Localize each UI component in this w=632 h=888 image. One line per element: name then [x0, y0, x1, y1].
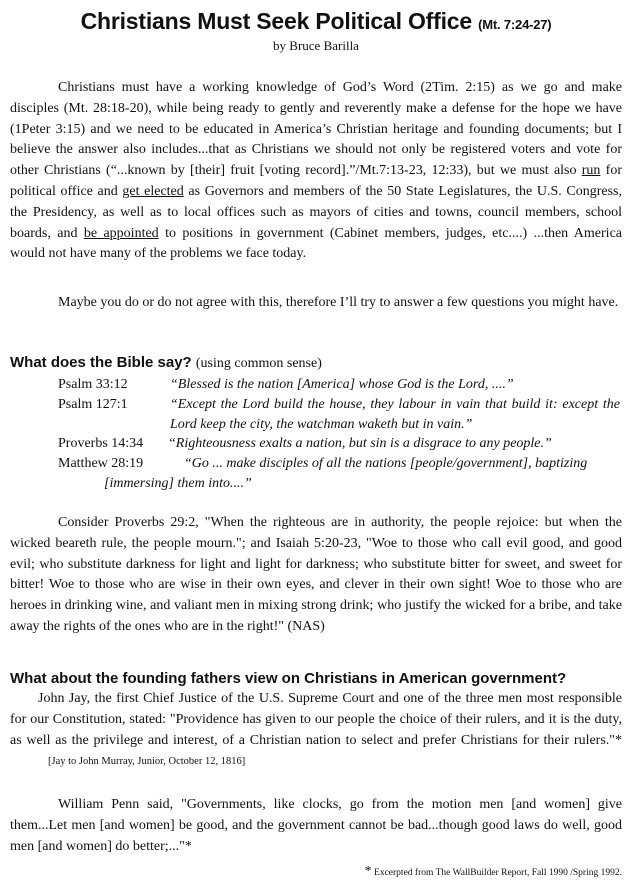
john-jay-quote: John Jay, the first Chief Justice of the U.S. Supreme Court and one of the three men most responsible for our Constitution, stated: "Providence has given to our people the choice of their rulers, and it is the duty, as well as the privilege and interest, of a Christian nation to select and prefer Christians for their rulers."* [10, 691, 622, 748]
footnote-text: Excerpted from The WallBuilder Report, Fall 1990 /Spring 1992. [374, 868, 622, 878]
verse-ref: Psalm 127:1 [58, 397, 128, 412]
john-jay-citation: [Jay to John Murray, Junior, October 12, 1816] [48, 756, 246, 768]
verse-row [58, 434, 620, 454]
intro-text-c: as Governors and members of the 50 State Legislatures, the U.S. Congress, the Presidency, as well as to local offices such as mayors of cities and towns, council members, school boards, and [10, 183, 622, 241]
intro-text-b: for political office and [10, 163, 622, 199]
john-jay-paragraph [10, 689, 622, 773]
verse-text: “Except the Lord build the house, they labour in vain that build it: except the Lord keep the city, the watchman waketh but in vain.” [170, 397, 620, 432]
title-scripture-ref: (Mt. 7:24-27) [478, 17, 552, 32]
verse-row [58, 395, 620, 435]
title-text: Christians Must Seek Political Office [80, 8, 472, 34]
verse-text: “Righteousness exalts a nation, but sin is a disgrace to any people.” [168, 436, 552, 451]
intro-paragraph-2: Maybe you do or do not agree with this, therefore I’ll try to answer a few questions you might have. [58, 295, 619, 310]
intro-underline-appointed: be appointed [83, 225, 159, 241]
intro-text-a: Christians must have a working knowledge of God’s Word (2Tim. 2:15) as we go and make disciples (Mt. 28:18-20), while being ready to gently and reverently make a defense for the hope we have (1Peter 3:15) and we need to be educated in America’s Christian heritage and founding documents; but I believe the answer also includes...that as Christians we should not only be registered voters and vote for other Christians (“...known by [their] fruit [voting record].”/Mt.7:13-23, 12:33), but we must also [10, 80, 622, 179]
consider-paragraph: Consider Proverbs 29:2, "When the righteous are in authority, the people rejoice: but when the wicked beareth rule, the people mourn."; and Isaiah 5:20-23, "Woe to those who call evil good, and good evil; who substitute darkness for light and light for darkness; who substitute bitter for sweet, and sweet for bitter! Woe to those who are wise in their own eyes, and clever in their own sight! Woe to those who are heroes in drinking wine, and valiant men in mixing strong drink; who justify the wicked for a bribe, and take away the rights of the ones who are in the right!" (NAS) [10, 515, 622, 634]
footnote [365, 864, 622, 880]
intro-paragraph-1 [10, 78, 622, 265]
verse-text: “Blessed is the nation [America] whose God is the Lord, ....” [170, 377, 514, 392]
byline: by Bruce Barilla [273, 38, 359, 53]
intro-underline-run: run [581, 163, 601, 179]
verse-text: “Go ... make disciples of all the nations [people/government], baptizing [immersing] them into....” [104, 456, 588, 491]
bible-heading [10, 354, 322, 372]
verse-ref: Proverbs 14:34 [58, 436, 144, 451]
page-title [0, 8, 632, 35]
verse-row [58, 375, 620, 395]
intro-text-d: to positions in government (Cabinet members, judges, etc....) ...then America would not have many of the problems we face today. [10, 225, 622, 262]
verse-ref: Matthew 28:19 [58, 456, 144, 471]
founders-heading: What about the founding fathers view on Christians in American government? [10, 670, 567, 687]
intro-underline-get-elected: get elected [122, 183, 184, 199]
verse-row [58, 454, 620, 494]
bible-heading-note: (using common sense) [195, 356, 322, 371]
footnote-star: * [364, 864, 372, 879]
bible-heading-text: What does the Bible say? [10, 354, 192, 371]
william-penn-paragraph: William Penn said, "Governments, like clocks, go from the motion men [and women] give them...Let men [and women] be good, and the government cannot be bad...though good laws do well, good men [and women] do better;..."* [10, 797, 622, 854]
verse-ref: Psalm 33:12 [58, 377, 128, 392]
